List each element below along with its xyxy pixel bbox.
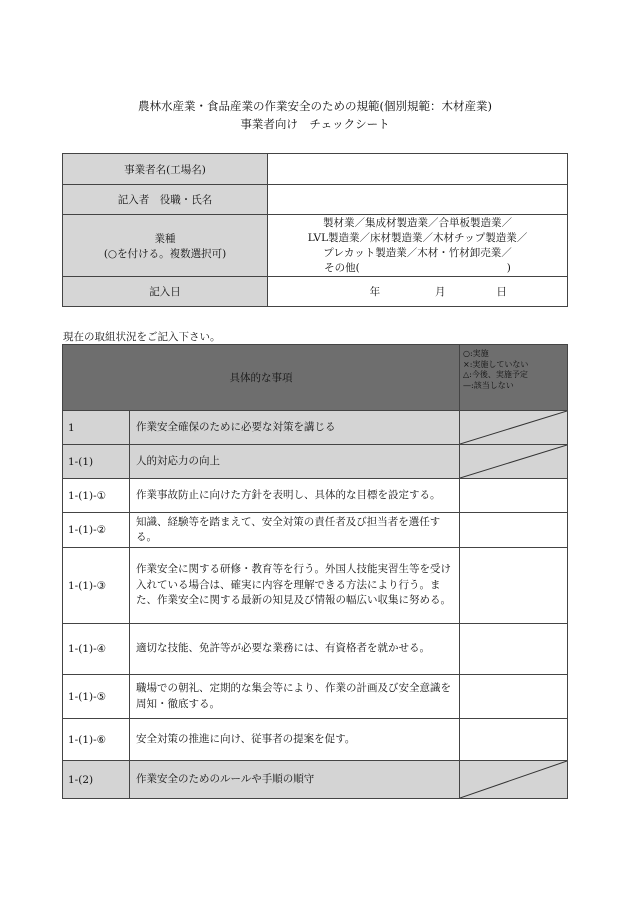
row-text: 知識、経験等を踏まえて、安全対策の責任者及び担当者を選任する。: [130, 513, 460, 548]
row-number: 1-(2): [63, 761, 130, 799]
writer-label: 記入者 役職・氏名: [63, 185, 268, 215]
title-line-2: 事業者向け チェックシート: [240, 117, 390, 131]
row-check-cell: [460, 411, 568, 445]
table-row: [63, 761, 568, 799]
industry-option-line: LVL製造業／床材製造業／木材チップ製造業／: [307, 231, 528, 244]
row-check-cell[interactable]: [460, 719, 568, 761]
industry-label-line1: 業種: [154, 232, 176, 245]
table-row: [63, 548, 568, 624]
row-text: 適切な技能、免許等が必要な業務には、有資格者を就かせる。: [130, 624, 460, 675]
industry-option-line: プレカット製造業／木材・竹材卸売業／: [323, 246, 512, 259]
table-row: [63, 624, 568, 675]
checklist-table: [62, 344, 568, 799]
legend-line: —:該当しない: [463, 380, 514, 390]
date-year: 年: [369, 286, 381, 298]
row-text: 作業安全に関する研修・教育等を行う。外国人技能実習生等を受け入れている場合は、確実に内容を理解できる方法により行う。また、作業安全に関する最新の知見及び情報の幅広い収集に努める。: [130, 548, 460, 624]
date-label: 記入日: [63, 277, 268, 307]
table-row: [63, 513, 568, 548]
row-text: 作業安全のためのルールや手順の順守: [130, 761, 460, 799]
intro-text: 現在の取組状況をご記入下さい。: [63, 331, 221, 343]
industry-option-line: その他( ): [324, 261, 511, 274]
row-number: 1-(1)-⑥: [63, 719, 130, 761]
title-line-1: 農林水産業・食品産業の作業安全のための規範(個別規範：木材産業): [138, 99, 492, 113]
row-check-cell[interactable]: [460, 624, 568, 675]
row-number: 1-(1)-③: [63, 548, 130, 624]
writer-field[interactable]: [268, 185, 568, 215]
row-text: 作業事故防止に向けた方針を表明し、具体的な目標を設定する。: [130, 479, 460, 513]
row-number: 1-(1)-④: [63, 624, 130, 675]
date-field[interactable]: [268, 277, 568, 307]
row-check-cell[interactable]: [460, 548, 568, 624]
legend: [460, 345, 568, 411]
table-row: [63, 675, 568, 719]
diagonal-slash-icon: [460, 445, 567, 478]
row-check-cell[interactable]: [460, 479, 568, 513]
row-number: 1-(1)-②: [63, 513, 130, 548]
row-check-cell[interactable]: [460, 513, 568, 548]
industry-label-line2: (○を付ける。複数選択可): [103, 247, 227, 260]
row-number: 1-(1): [63, 445, 130, 479]
date-day: 日: [496, 286, 507, 298]
business-name-label: 事業者名(工場名): [63, 154, 268, 185]
diagonal-slash-icon: [460, 411, 567, 444]
legend-line: △:今後、実施予定: [463, 370, 528, 379]
row-number: 1: [63, 411, 130, 445]
industry-option-line: 製材業／集成材製造業／合単板製造業／: [323, 216, 512, 229]
row-check-cell: [460, 445, 568, 479]
row-number: 1-(1)-⑤: [63, 675, 130, 719]
table-row: [63, 411, 568, 445]
row-text: 人的対応力の向上: [130, 445, 460, 479]
industry-label: [63, 215, 268, 277]
table-row: [63, 719, 568, 761]
table-row: [63, 479, 568, 513]
industry-options[interactable]: [268, 215, 568, 277]
header-item: 具体的な事項: [63, 345, 460, 411]
row-text: 安全対策の推進に向け、従事者の提案を促す。: [130, 719, 460, 761]
row-check-cell: [460, 761, 568, 799]
info-table: [62, 153, 568, 307]
business-name-field[interactable]: [268, 154, 568, 185]
row-text: 作業安全確保のために必要な対策を講じる: [130, 411, 460, 445]
legend-line: ○:実施: [463, 349, 489, 358]
document-title: [0, 97, 630, 133]
row-number: 1-(1)-①: [63, 479, 130, 513]
diagonal-slash-icon: [460, 761, 567, 798]
row-text: 職場での朝礼、定期的な集会等により、作業の計画及び安全意識を周知・徹底する。: [130, 675, 460, 719]
date-month: 月: [435, 286, 446, 298]
table-row: [63, 445, 568, 479]
legend-line: ×:実施していない: [463, 359, 529, 369]
row-check-cell[interactable]: [460, 675, 568, 719]
